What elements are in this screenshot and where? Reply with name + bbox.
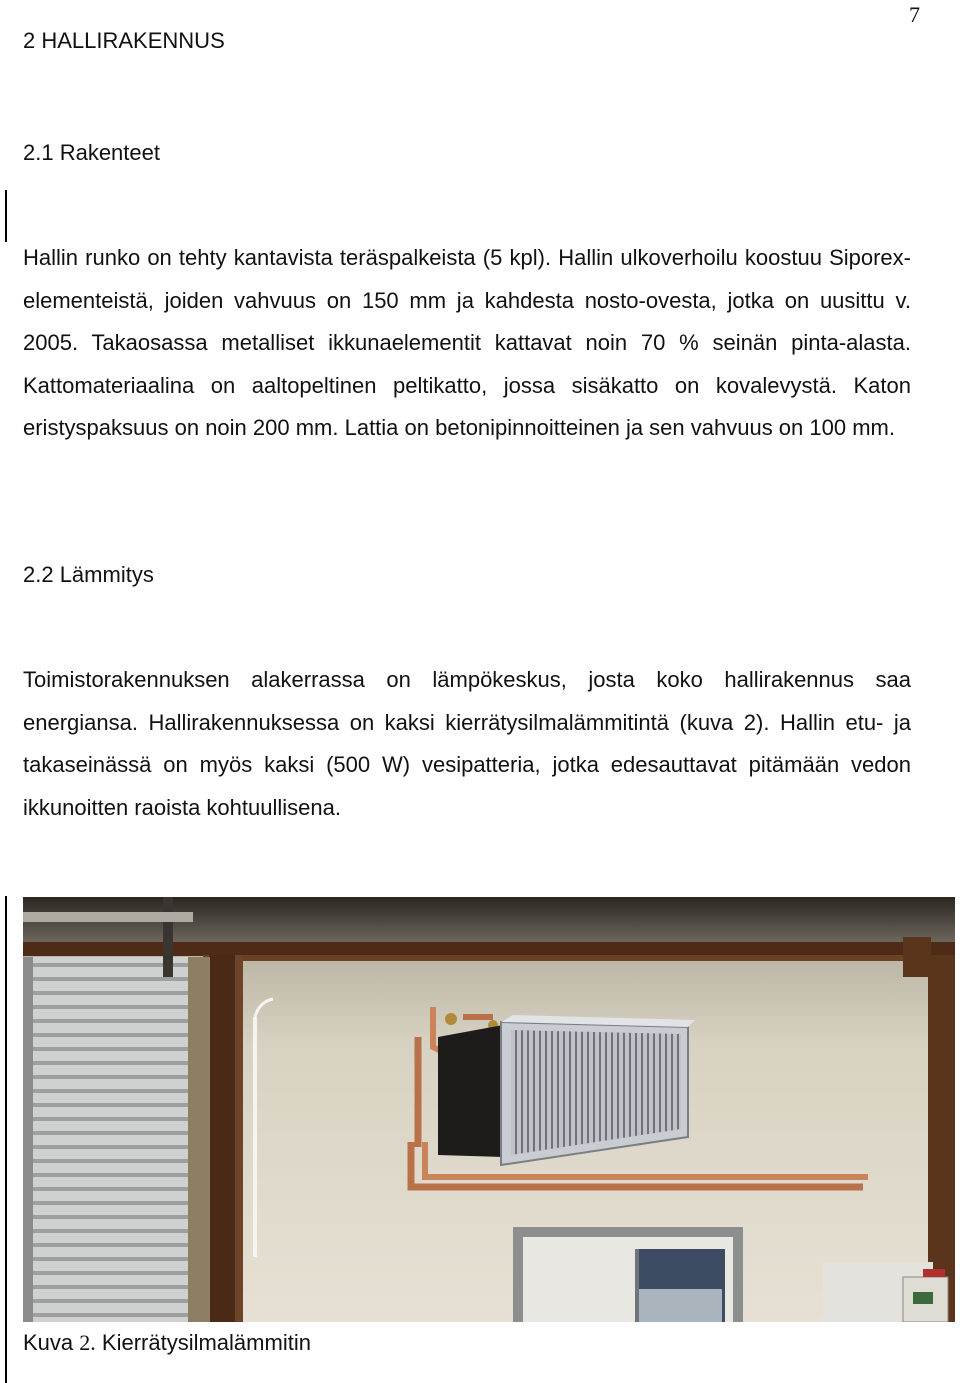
- paragraph-lammitys: Toimistorakennuksen alakerrassa on lämpökeskus, josta koko hallirakennus saa energiansa. Hallirakennuksessa on kaksi kierrätysilmalämmitintä (kuva 2). Hallin etu- ja takaseinässä on myös kaksi (500 W) vesipatteria, jotka edesauttavat pitämään vedon ikkunoitten raoista kohtuullisena.: [23, 667, 911, 820]
- paragraph-rakenteet: Hallin runko on tehty kantavista teräspalkeista (5 kpl). Hallin ulkoverhoilu koostuu Siporex-elementeistä, joiden vahvuus on 150 mm ja kahdesta nosto-ovesta, jotka on uusittu v. 2005. Takaosassa metalliset ikkunaelementit kattavat noin 70 % seinän pinta-alasta. Kattomateriaalina on aaltopeltinen peltikatto, jossa sisäkatto on kovalevystä. Katon eristyspaksuus on noin 200 mm. Lattia on betonipinnoitteinen ja sen vahvuus on 100 mm.: [23, 245, 911, 441]
- page-number: 7: [909, 2, 920, 27]
- change-bar: [5, 190, 7, 242]
- caption-prefix: Kuva: [23, 1330, 74, 1355]
- heater-photo: [23, 897, 955, 1322]
- caption-number: 2.: [79, 1330, 96, 1355]
- caption-text: Kierrätysilmalämmitin: [101, 1330, 311, 1355]
- change-bar: [5, 896, 7, 1383]
- section-heading-lammitys: 2.2 Lämmitys: [23, 562, 154, 587]
- section-heading-rakenteet: 2.1 Rakenteet: [23, 140, 160, 165]
- chapter-heading: 2 HALLIRAKENNUS: [23, 28, 225, 53]
- figure-caption: [23, 1328, 317, 1360]
